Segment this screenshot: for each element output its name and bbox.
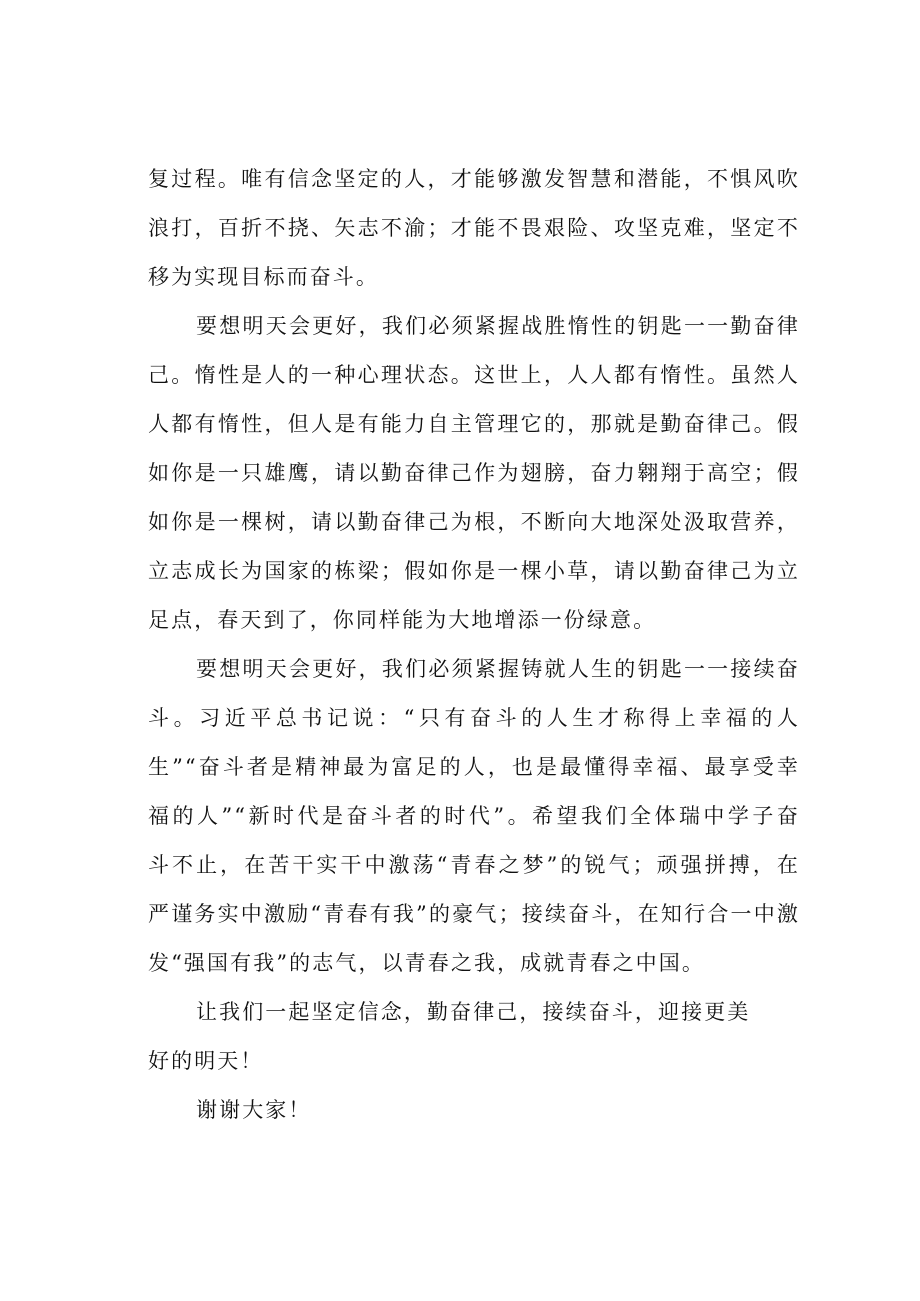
paragraph-start-line: 要想明天会更好，我们必须紧握战胜惰性的钥匙一一勤奋律 (196, 314, 800, 338)
text-line: 人都有惰性，但人是有能力自主管理它的，那就是勤奋律己。假 (148, 412, 800, 436)
speech-text (148, 155, 800, 1135)
text-line: 己。惰性是人的一种心理状态。这世上，人人都有惰性。虽然人 (148, 363, 800, 387)
text-line: 浪打，百折不挠、矢志不渝；才能不畏艰险、攻坚克难，坚定不 (148, 216, 800, 240)
text-line: 斗不止，在苦干实干中激荡“青春之梦”的锐气；顽强拼搏，在 (148, 853, 800, 877)
text-line: 足点，春天到了，你同样能为大地增添一份绿意。 (148, 608, 657, 632)
text-line: 移为实现目标而奋斗。 (148, 265, 379, 289)
text-line: 福的人”“新时代是奋斗者的时代”。希望我们全体瑞中学子奋 (148, 804, 800, 828)
text-line: 复过程。唯有信念坚定的人，才能够激发智慧和潜能，不惧风吹 (148, 167, 800, 191)
text-line: 立志成长为国家的栋梁；假如你是一棵小草，请以勤奋律己为立 (148, 559, 800, 583)
text-line: 如你是一棵树，请以勤奋律己为根，不断向大地深处汲取营养， (148, 510, 800, 534)
text-line: 严谨务实中激励“青春有我”的豪气；接续奋斗，在知行合一中激 (148, 902, 800, 926)
paragraph-start-line: 让我们一起坚定信念，勤奋律己，接续奋斗，迎接更美 (196, 1000, 751, 1024)
text-line: 生”“奋斗者是精神最为富足的人，也是最懂得幸福、最享受幸 (148, 755, 800, 779)
text-line: 好的明天！ (148, 1049, 264, 1073)
paragraph-start-line: 要想明天会更好，我们必须紧握铸就人生的钥匙一一接续奋 (196, 657, 800, 681)
closing-line: 谢谢大家！ (196, 1098, 312, 1122)
text-line: 发“强国有我”的志气，以青春之我，成就青春之中国。 (148, 951, 705, 975)
text-line: 斗。习近平总书记说：“只有奋斗的人生才称得上幸福的人 (148, 706, 800, 730)
text-line: 如你是一只雄鹰，请以勤奋律己作为翅膀，奋力翱翔于高空；假 (148, 461, 800, 485)
